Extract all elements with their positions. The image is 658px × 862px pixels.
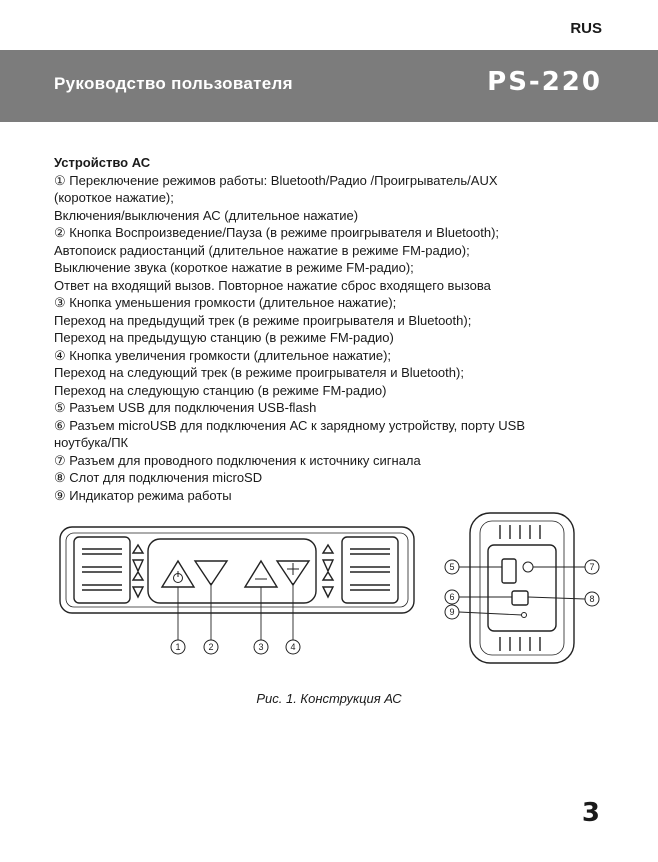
manual-title: Руководство пользователя <box>54 74 293 93</box>
side-view-drawing <box>445 513 599 663</box>
callout-6: 6 <box>449 592 455 602</box>
language-label: RUS <box>570 20 602 37</box>
text-line: Переход на предыдущую станцию (в режиме FM-радио) <box>54 330 394 345</box>
text-line: ④ Кнопка увеличения громкости (длительное нажатие); <box>54 347 392 363</box>
text-line: ⑦ Разъем для проводного подключения к источнику сигнала <box>54 452 421 468</box>
text-line: Выключение звука (короткое нажатие в режиме FM-радио); <box>54 260 414 275</box>
text-line: Переход на следующий трек (в режиме проигрывателя и Bluetooth); <box>54 365 464 380</box>
text-line: Ответ на входящий вызов. Повторное нажатие сброс входящего вызова <box>54 277 491 293</box>
section-heading: Устройство АС <box>54 155 151 170</box>
front-view-drawing <box>60 527 414 654</box>
callout-9: 9 <box>449 607 455 617</box>
text-line: Переход на предыдущий трек (в режиме проигрывателя и Bluetooth); <box>54 312 472 328</box>
text-line: (короткое нажатие); <box>54 190 174 205</box>
callout-5: 5 <box>449 562 455 572</box>
callout-2: 2 <box>208 642 214 652</box>
callout-8: 8 <box>589 594 595 604</box>
figure-caption: Рис. 1. Конструкция АС <box>256 691 402 706</box>
header-banner <box>0 50 658 122</box>
text-line: ⑨ Индикатор режима работы <box>54 487 232 503</box>
callout-3: 3 <box>258 642 264 652</box>
callout-7: 7 <box>589 562 595 572</box>
text-line: Включения/выключения АС (длительное нажатие) <box>54 207 359 223</box>
text-line: ① Переключение режимов работы: Bluetooth/Радио /Проигрыватель/AUX <box>54 172 498 188</box>
device-figure <box>52 505 612 675</box>
text-line: ноутбука/ПК <box>54 435 129 450</box>
text-line: ⑤ Разъем USB для подключения USB-flash <box>54 400 317 415</box>
text-line: ③ Кнопка уменьшения громкости (длительное нажатие); <box>54 295 397 310</box>
text-line: ⑧ Слот для подключения microSD <box>54 470 263 485</box>
model-name: PS-220 <box>487 67 602 97</box>
device-description <box>54 154 614 504</box>
callout-4: 4 <box>290 642 296 652</box>
device-drawing <box>52 505 612 675</box>
text-line: Автопоиск радиостанций (длительное нажатие в режиме FM-радио); <box>54 242 470 258</box>
text-line: Переход на следующую станцию (в режиме FM-радио) <box>54 382 387 398</box>
callout-1: 1 <box>175 642 181 652</box>
page-number: 3 <box>581 798 600 828</box>
text-line: ② Кнопка Воспроизведение/Пауза (в режиме проигрывателя и Bluetooth); <box>54 225 500 240</box>
text-line: ⑥ Разъем microUSB для подключения АС к зарядному устройству, порту USB <box>54 417 526 433</box>
